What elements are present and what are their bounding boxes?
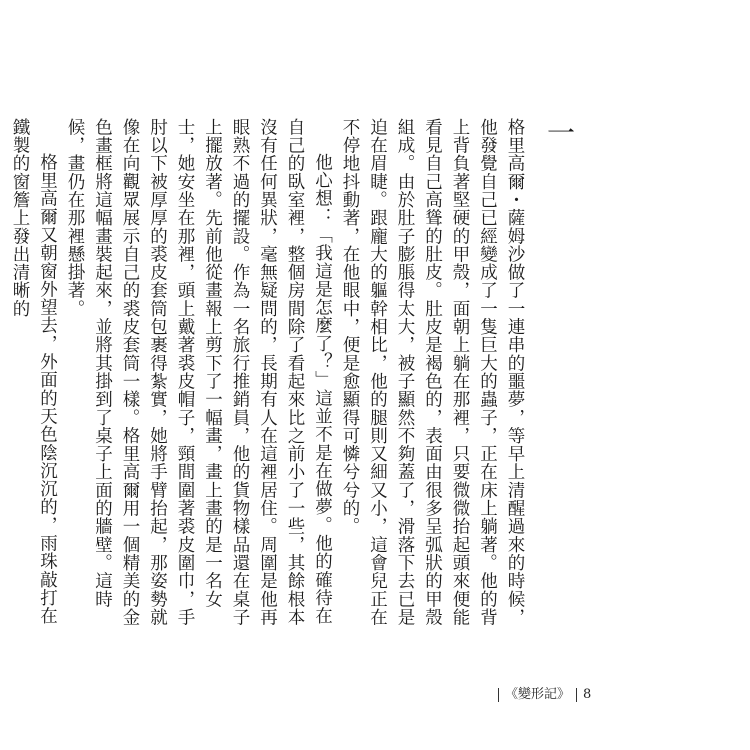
body-text	[10, 118, 528, 643]
paragraph-3: 格里高爾又朝窗外望去，外面的天色陰沉沉的，雨珠敲打在鐵製的窗簷上發出清晰的	[10, 118, 58, 625]
footer-divider-left	[498, 688, 499, 702]
book-title: 《變形記》	[505, 687, 571, 702]
paragraph-2: 他心想：「我這是怎麼了？」這並不是在做夢。他的確待在自己的臥室裡，整個房間除了看起來比之前小了一些，其餘根本沒有任何異狀，毫無疑問的，長期有人在這裡居住。周圍是他再眼熟不過的擺設。作為一名旅行推銷員，他的貨物樣品還在桌子上擺放著。先前他從畫報上剪下了一幅畫，畫上畫的是一名女士，她安坐在那裡，頭上戴著裘皮帽子，頸間圍著裘皮圍巾，手肘以下被厚厚的裘皮套筒包裹得紮實，她將手臂抬起，那姿勢就像在向觀眾展示自己的裘皮套筒一樣。格里高爾用一個精美的金色畫框將這幅畫裝起來，並將其掛到了桌子上面的牆壁。這時候，畫仍在那裡懸掛著。	[65, 118, 333, 627]
footer-divider-right	[576, 688, 577, 702]
page-footer	[498, 685, 591, 705]
paragraph-1: 格里高爾・薩姆沙做了一連串的噩夢，等早上清醒過來的時候，他發覺自己已經變成了一隻巨大的蟲子，正在床上躺著。他的背上背負著堅硬的甲殼，面朝上躺在那裡，只要微微抬起頭來便能看見自己高聳的肚皮。肚皮是褐色的，表面由很多呈弧狀的甲殼組成。由於肚子膨脹得太大，被子顯然不夠蓋了，滑落下去已是迫在眉睫。跟龐大的軀幹相比，他的腿則又細又小，這會兒正在不停地抖動著，在他眼中，便是愈顯得可憐兮兮的。	[340, 118, 525, 627]
page-number: 8	[583, 687, 592, 702]
chapter-number: 一	[543, 118, 576, 146]
